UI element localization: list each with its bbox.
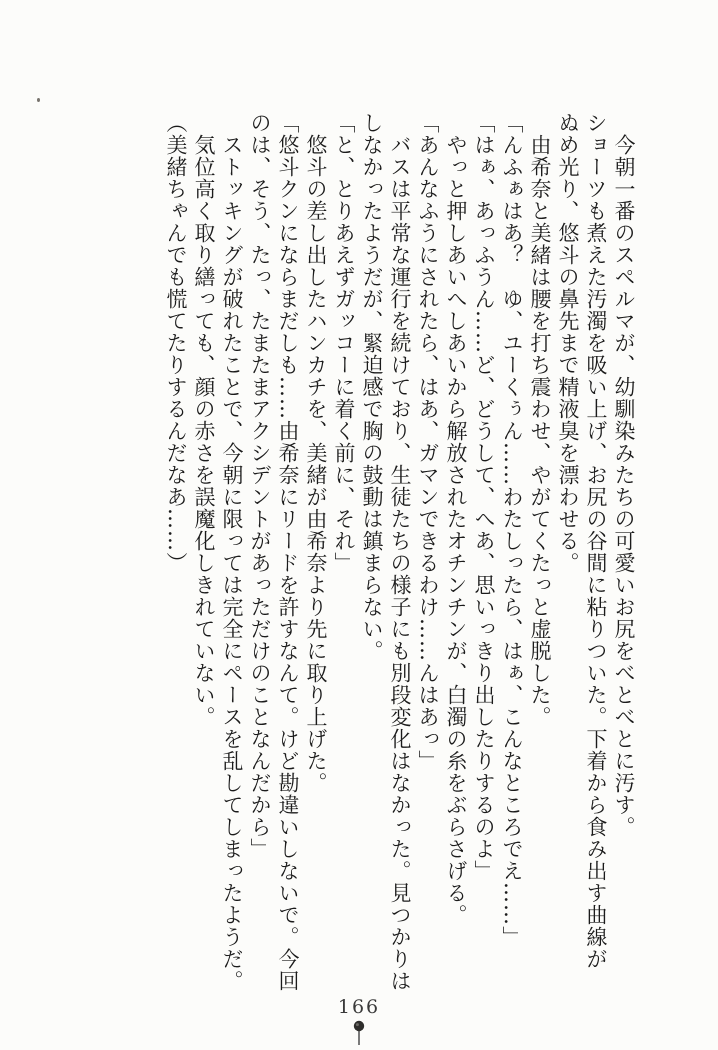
novel-text-block — [159, 112, 641, 1000]
text-line: 「はぁ、あっふうん……ど、どうして、へあ、思いっきり出したりするのよ」 — [472, 112, 496, 882]
scan-artifact-speck — [37, 98, 40, 102]
text-line: 気位高く取り繕っても、顔の赤さを誤魔化しきれていない。 — [192, 134, 216, 728]
text-line: 「んふぁはあ？ ゆ、ユーくぅん……わたしったら、はぁ、こんなところでえ……」 — [500, 112, 524, 948]
text-line: 今朝一番のスペルマが、幼馴染みたちの可愛いお尻をべとべとに汚す。 — [612, 134, 636, 838]
text-line: しなかったようだが、緊迫感で胸の鼓動は鎮まらない。 — [360, 112, 384, 662]
page-number: 166 — [337, 996, 381, 1018]
text-line: 由希奈と美緒は腰を打ち震わせ、やがてくたっと虚脱した。 — [528, 134, 552, 728]
text-line: やっと押しあいへしあいから解放されたオチンチンが、白濁の糸をぶらさげる。 — [444, 134, 468, 926]
text-line: ショーツも煮えた汚濁を吸い上げ、お尻の谷間に粘りついた。下着から食み出す曲線が — [584, 112, 608, 970]
page-footer — [0, 998, 718, 1046]
text-line: バスは平常な運行を続けており、生徒たちの様子にも別段変化はなかった。見つかりは — [388, 134, 412, 992]
text-line: のは、そう、たっ、たまたまアクシデントがあっただけのことなんだから」 — [248, 112, 272, 860]
text-line: （美緒ちゃんでも慌てたりするんだなあ……） — [164, 112, 188, 574]
text-line: ぬめ光り、悠斗の鼻先まで精液臭を漂わせる。 — [556, 112, 580, 574]
text-line: ストッキングが破れたことで、今朝に限っては完全にペースを乱してしまったようだ。 — [220, 134, 244, 992]
text-line: 「悠斗クンにならまだしも……由希奈にリードを許すなんて。けど勘違いしないで。今回 — [276, 112, 300, 992]
text-line: 「と、とりあえずガッコーに着く前に、それ」 — [332, 112, 356, 574]
text-line: 悠斗の差し出したハンカチを、美緒が由希奈より先に取り上げた。 — [304, 134, 328, 794]
text-line: 「あんなふうにされたら、はあ、ガマンできるわけ……んはあっ」 — [416, 112, 440, 772]
pin-ornament-icon — [0, 1020, 718, 1046]
